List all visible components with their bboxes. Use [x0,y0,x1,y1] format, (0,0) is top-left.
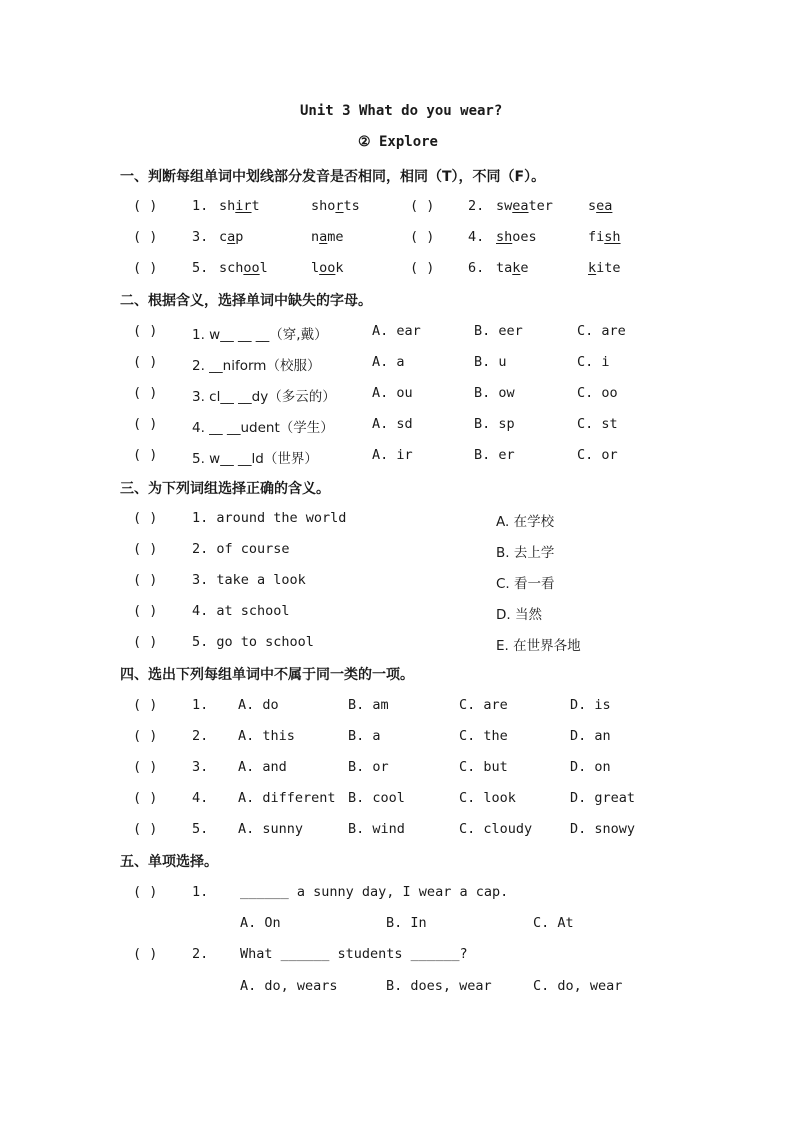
underlined-part: r [335,198,344,214]
underlined-part: oo [243,260,260,276]
word-1: school [219,260,268,276]
option-a: A. sd [372,416,413,432]
answer-bracket: ( ) [133,354,158,370]
underlined-part: k [588,260,597,276]
question-number: 1. [192,697,209,713]
word-2: name [311,229,344,245]
answer-bracket: ( ) [410,260,435,276]
question-text: 2. __niform（校服） [192,358,321,374]
answer-bracket: ( ) [133,603,158,619]
meaning-option: B. 去上学 [496,545,555,561]
answer-bracket: ( ) [133,198,158,214]
word-1: cap [219,229,244,245]
word-2: look [311,260,344,276]
option-d: D. great [570,790,636,806]
section-1-heading: 一、判断每组单词中划线部分发音是否相同，相同（T），不同（F）。 [120,169,546,185]
option-a: A. and [238,759,287,775]
answer-bracket: ( ) [410,229,435,245]
option-a: A. different [238,790,336,806]
question-number: 3. [192,229,209,245]
answer-bracket: ( ) [133,416,158,432]
page-subtitle: ② Explore [358,134,438,150]
option-b: B. ow [474,385,515,401]
word-2: sea [588,198,613,214]
question-text: What ______ students ______? [240,946,468,962]
section-5-heading: 五、单项选择。 [120,854,218,870]
answer-bracket: ( ) [133,946,158,962]
option-a: A. a [372,354,405,370]
question-text: 3. cl__ __dy（多云的） [192,389,336,405]
underlined-part: k [512,260,521,276]
answer-bracket: ( ) [133,323,158,339]
underlined-part: ea [512,198,529,214]
answer-bracket: ( ) [133,821,158,837]
question-number: 6. [468,260,485,276]
option-b: B. er [474,447,515,463]
answer-bracket: ( ) [133,541,158,557]
phrase-text: 3. take a look [192,572,306,588]
word-1: shirt [219,198,260,214]
section-3-heading: 三、为下列词组选择正确的含义。 [120,481,330,497]
meaning-option: D. 当然 [496,607,542,623]
option-d: D. an [570,728,611,744]
question-number: 2. [468,198,485,214]
question-text: 4. __ __udent（学生） [192,420,334,436]
word-1: shoes [496,229,537,245]
answer-bracket: ( ) [133,260,158,276]
option-b: B. does, wear [386,978,492,994]
option-a: A. ou [372,385,413,401]
option-d: D. on [570,759,611,775]
question-number: 3. [192,759,209,775]
option-b: B. eer [474,323,523,339]
underlined-part: a [227,229,236,245]
meaning-option: A. 在学校 [496,514,555,530]
underlined-part: sh [604,229,621,245]
answer-bracket: ( ) [133,790,158,806]
underlined-part: a [319,229,328,245]
option-a: A. On [240,915,281,931]
section-4-heading: 四、选出下列每组单词中不属于同一类的一项。 [120,667,414,683]
meaning-option: C. 看一看 [496,576,555,592]
option-b: B. wind [348,821,405,837]
option-a: A. ear [372,323,421,339]
option-b: B. a [348,728,381,744]
option-c: C. are [459,697,508,713]
answer-bracket: ( ) [133,229,158,245]
option-b: B. cool [348,790,405,806]
option-b: B. u [474,354,507,370]
underlined-part: oo [319,260,336,276]
option-d: D. snowy [570,821,636,837]
phrase-text: 1. around the world [192,510,347,526]
word-2: kite [588,260,621,276]
question-number: 5. [192,821,209,837]
option-c: C. i [577,354,610,370]
answer-bracket: ( ) [133,385,158,401]
option-c: C. the [459,728,508,744]
question-number: 2. [192,946,209,962]
option-c: C. or [577,447,618,463]
question-text: 5. w__ __ld（世界） [192,451,318,467]
underlined-part: ea [596,198,613,214]
option-c: C. do, wear [533,978,623,994]
option-a: A. do [238,697,279,713]
option-c: C. st [577,416,618,432]
meaning-option: E. 在世界各地 [496,638,581,654]
option-c: C. oo [577,385,618,401]
option-a: A. sunny [238,821,304,837]
phrase-text: 5. go to school [192,634,314,650]
option-b: B. or [348,759,389,775]
page-title: Unit 3 What do you wear? [300,103,503,119]
option-a: A. do, wears [240,978,338,994]
word-2: shorts [311,198,360,214]
answer-bracket: ( ) [410,198,435,214]
option-a: A. ir [372,447,413,463]
option-d: D. is [570,697,611,713]
word-1: take [496,260,529,276]
phrase-text: 4. at school [192,603,290,619]
section-2-heading: 二、根据含义，选择单词中缺失的字母。 [120,293,372,309]
question-text: 1. w__ __ __（穿,戴） [192,327,328,343]
answer-bracket: ( ) [133,572,158,588]
option-c: C. are [577,323,626,339]
word-1: sweater [496,198,553,214]
option-c: C. At [533,915,574,931]
option-b: B. sp [474,416,515,432]
option-b: B. In [386,915,427,931]
phrase-text: 2. of course [192,541,290,557]
question-number: 4. [468,229,485,245]
answer-bracket: ( ) [133,510,158,526]
answer-bracket: ( ) [133,447,158,463]
answer-bracket: ( ) [133,759,158,775]
question-number: 2. [192,728,209,744]
answer-bracket: ( ) [133,634,158,650]
question-text: ______ a sunny day, I wear a cap. [240,884,509,900]
answer-bracket: ( ) [133,884,158,900]
answer-bracket: ( ) [133,728,158,744]
option-b: B. am [348,697,389,713]
option-c: C. look [459,790,516,806]
word-2: fish [588,229,621,245]
answer-bracket: ( ) [133,697,158,713]
option-c: C. cloudy [459,821,533,837]
option-c: C. but [459,759,508,775]
underlined-part: sh [496,229,513,245]
question-number: 5. [192,260,209,276]
question-number: 1. [192,198,209,214]
underlined-part: ir [235,198,252,214]
option-a: A. this [238,728,295,744]
question-number: 4. [192,790,209,806]
question-number: 1. [192,884,209,900]
